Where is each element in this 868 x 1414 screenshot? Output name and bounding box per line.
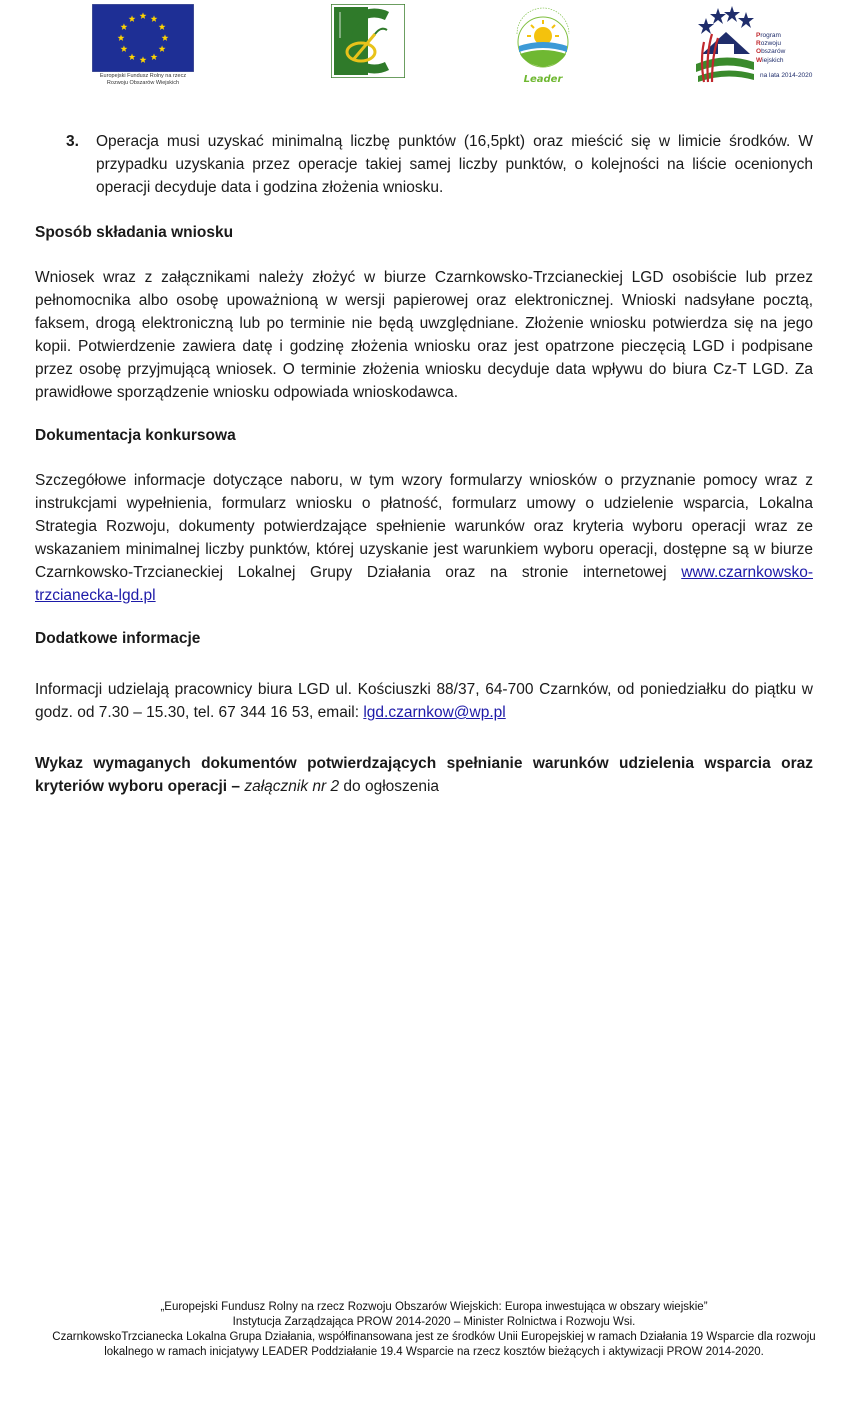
section-heading-submission: Sposób składania wniosku bbox=[35, 224, 234, 241]
point-number: 3. bbox=[66, 133, 79, 150]
attachment-note bbox=[35, 752, 813, 798]
prow-word-4: Wiejskich bbox=[756, 56, 784, 64]
section-text-additional bbox=[35, 678, 813, 724]
svg-text:Leader: Leader bbox=[523, 74, 563, 85]
lgd-logo bbox=[503, 4, 583, 86]
leader-logo bbox=[331, 4, 405, 78]
page-footer bbox=[30, 1300, 838, 1360]
attachment-note-rest: do ogłoszenia bbox=[339, 778, 440, 795]
website-link[interactable]: www.czarnkowsko-trzcianecka-lgd.pl bbox=[35, 564, 813, 604]
section-text-documentation bbox=[35, 469, 813, 607]
section-heading-additional: Dodatkowe informacje bbox=[35, 630, 201, 647]
footer-line-1: „Europejski Fundusz Rolny na rzecz Rozwoju Obszarów Wiejskich: Europa inwestująca w obszary wiejskie” bbox=[160, 1301, 708, 1313]
prow-text bbox=[756, 32, 785, 65]
prow-logo-icon bbox=[694, 4, 756, 84]
section-heading-documentation: Dokumentacja konkursowa bbox=[35, 427, 236, 444]
documentation-text: Szczegółowe informacje dotyczące naboru, w tym wzory formularzy wniosków o przyznanie pomocy wraz z instrukcjami wypełnienia, formularz wniosku o płatność, formularz umowy o udzielenie wsparcia, Lokalna Strategia Rozwoju, dokumenty potwierdzające spełnienie warunków oraz kryteria wyboru operacji wraz ze wskazaniem minimalnej liczby punktów, której uzyskanie jest warunkiem wyboru operacji, dostępne są w biurze Czarnkowsko-Trzcianeckiej Lokalnej Grupy Działania oraz na stronie internetowej bbox=[35, 472, 813, 581]
eu-caption bbox=[92, 73, 194, 87]
eu-caption-line1: Europejski Fundusz Rolny na rzecz bbox=[99, 73, 187, 79]
section-text-submission: Wniosek wraz z załącznikami należy złożyć w biurze Czarnkowsko-Trzcianeckiej LGD osobiście lub przez pełnomocnika albo osobę upoważnioną w wersji papierowej oraz elektronicznej. Wnioski nadsyłane pocztą, faksem, drogą elektroniczną lub po terminie nie będą uwzględniane. Złożenie wniosku potwierdza się na jego kopii. Potwierdzenie zawiera datę i godzinę złożenia wniosku oraz jest opatrzone pieczęcią LGD i podpisane przez osobę przyjmującą wniosek. O terminie złożenia wniosku decyduje data wpływu do biura Cz-T LGD. Za prawidłowe sporządzenie wniosku odpowiada wnioskodawca. bbox=[35, 269, 813, 401]
document-body bbox=[35, 130, 813, 814]
email-link[interactable]: lgd.czarnkow@wp.pl bbox=[363, 704, 506, 721]
eu-caption-line2: Rozwoju Obszarów Wiejskich bbox=[106, 80, 180, 86]
prow-word-1: Program bbox=[756, 32, 781, 39]
eu-flag-icon bbox=[92, 4, 194, 72]
point-text: Operacja musi uzyskać minimalną liczbę punktów (16,5pkt) oraz mieścić się w limicie środków. W przypadku uzyskania przez operacje takiej samej liczby punktów, o kolejności na liście ocenionych operacji decyduje data i godzina złożenia wniosku. bbox=[96, 133, 813, 196]
footer-line-3: CzarnkowskoTrzcianecka Lokalna Grupa Działania, współfinansowana jest ze środków Unii Europejskiej w ramach Działania 19 Wsparcie dla rozwoju lokalnego w ramach inicjatywy LEADER Poddziałanie 19.4 Wsparcie na rzecz kosztów bieżących i aktywizacji PROW 2014-2020. bbox=[52, 1331, 816, 1358]
prow-word-2: Rozwoju bbox=[756, 40, 781, 48]
prow-years: na lata 2014-2020 bbox=[760, 72, 813, 79]
additional-text: Informacji udzielają pracownicy biura LGD ul. Kościuszki 88/37, 64-700 Czarnków, od poniedziałku do piątku w godz. od 7.30 – 15.30, tel. 67 344 16 53, email: bbox=[35, 681, 813, 721]
attachment-note-bold: Wykaz wymaganych dokumentów potwierdzających spełnianie warunków udzielenia wsparcia oraz kryteriów wyboru operacji – bbox=[35, 755, 813, 795]
footer-line-2: Instytucja Zarządzająca PROW 2014-2020 – Minister Rolnictwa i Rozwoju Wsi. bbox=[232, 1316, 636, 1328]
eu-flag-logo bbox=[92, 4, 194, 87]
point-3 bbox=[66, 130, 813, 199]
lgd-logo-icon bbox=[503, 4, 583, 86]
prow-word-3: Obszarów bbox=[756, 48, 786, 56]
prow-logo bbox=[694, 4, 756, 84]
attachment-note-italic: załącznik nr 2 bbox=[244, 778, 340, 795]
leader-logo-icon bbox=[331, 4, 405, 78]
logo-bar bbox=[0, 4, 868, 96]
